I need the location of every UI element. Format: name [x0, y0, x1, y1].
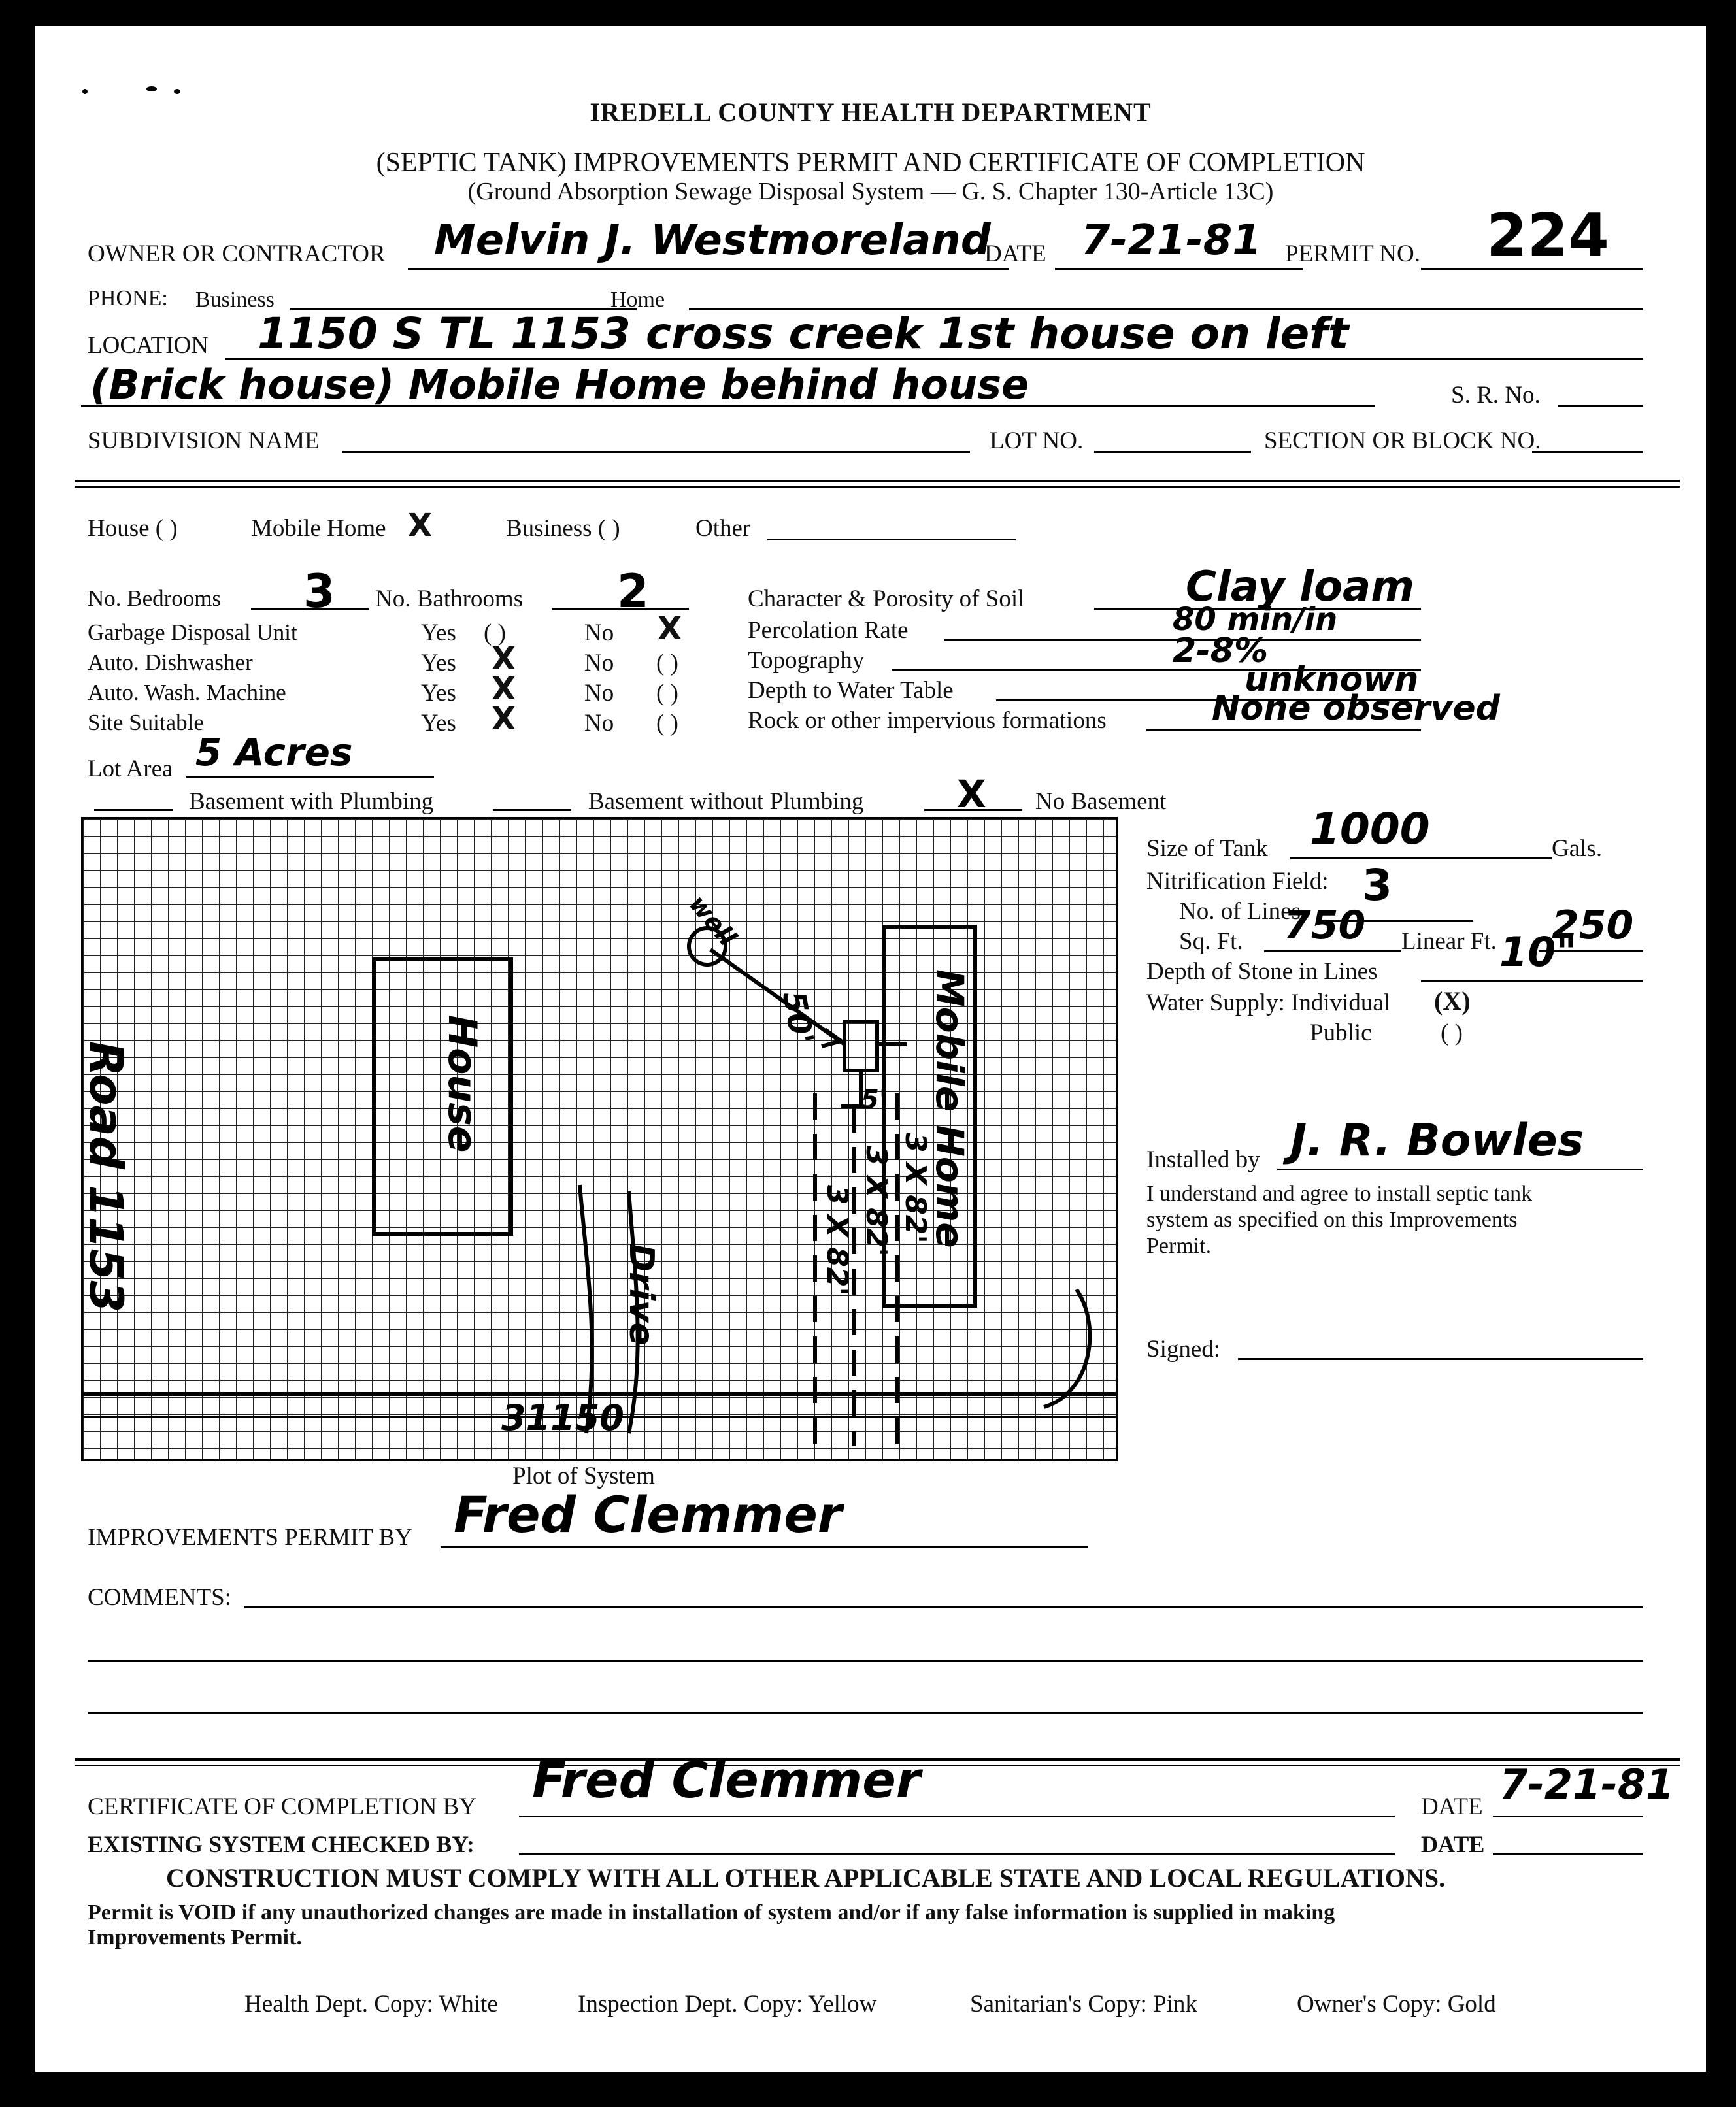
no-basement-label: No Basement	[1035, 788, 1167, 815]
other-label: Other	[695, 515, 751, 542]
dishwasher-no: No	[584, 650, 614, 676]
scan-speck	[82, 89, 88, 94]
comments-line[interactable]	[244, 1606, 1643, 1608]
water-public-label: Public	[1310, 1020, 1372, 1046]
location-line1[interactable]: 1150 S TL 1153 cross creek 1st house on left	[258, 308, 1349, 359]
certificate-date-value[interactable]: 7-21-81	[1499, 1761, 1675, 1808]
washer-label: Auto. Wash. Machine	[88, 680, 286, 705]
dishwasher-label: Auto. Dishwasher	[88, 650, 253, 675]
lot-no-label: LOT NO.	[990, 427, 1084, 454]
road-bottom-label: 31150	[501, 1397, 624, 1438]
section-divider	[75, 480, 1680, 482]
topography-label: Topography	[748, 647, 865, 674]
comments-label: COMMENTS:	[88, 1584, 231, 1611]
stone-depth-label: Depth of Stone in Lines	[1146, 958, 1378, 985]
water-public-mark[interactable]: ( )	[1441, 1020, 1463, 1046]
scan-speck	[146, 86, 157, 91]
topography-value[interactable]: 2-8%	[1173, 631, 1269, 671]
site-label: Site Suitable	[88, 710, 204, 735]
house-option[interactable]: House ( )	[88, 515, 178, 542]
bedrooms-value[interactable]: 3	[303, 565, 335, 618]
garbage-yes-box[interactable]: ( )	[484, 620, 506, 646]
agree-line-1: I understand and agree to install septic tank	[1146, 1182, 1533, 1206]
business-option[interactable]: Business ( )	[506, 515, 620, 542]
tank-size-label: Size of Tank	[1146, 835, 1268, 862]
linear-ft-label: Linear Ft.	[1401, 928, 1497, 955]
owner-value[interactable]: Melvin J. Westmoreland	[434, 216, 991, 265]
gals-label: Gals.	[1552, 835, 1603, 862]
washer-yes-check[interactable]: X	[492, 671, 516, 707]
mobile-home-check[interactable]: X	[408, 507, 433, 544]
comply-notice: CONSTRUCTION MUST COMPLY WITH ALL OTHER APPLICABLE STATE AND LOCAL REGULATIONS.	[166, 1863, 1446, 1893]
tank-size-value[interactable]: 1000	[1310, 804, 1430, 854]
certificate-value[interactable]: Fred Clemmer	[532, 1751, 921, 1809]
site-no: No	[584, 710, 614, 737]
agree-line-3: Permit.	[1146, 1234, 1212, 1258]
installed-by-value[interactable]: J. R. Bowles	[1290, 1115, 1584, 1167]
scan-speck	[174, 89, 180, 94]
section-label: SECTION OR BLOCK NO.	[1264, 427, 1541, 454]
sr-no-label: S. R. No.	[1451, 382, 1541, 408]
subdivision-label: SUBDIVISION NAME	[88, 427, 320, 454]
agree-line-2: system as specified on this Improvements	[1146, 1208, 1518, 1232]
date-label: DATE	[984, 241, 1046, 267]
lines-label: No. of Lines	[1179, 898, 1301, 925]
water-table-value[interactable]: unknown	[1244, 660, 1419, 699]
site-no-box[interactable]: ( )	[656, 710, 678, 737]
bathrooms-label: No. Bathrooms	[375, 586, 524, 612]
well-label: well	[683, 889, 743, 952]
garbage-no: No	[584, 620, 614, 646]
field-line-a-label: 3 X 82'	[820, 1185, 854, 1296]
field-line-b-label: 3 X 82'	[860, 1146, 893, 1257]
installed-by-label: Installed by	[1146, 1146, 1260, 1173]
mobile-home-option[interactable]: Mobile Home	[251, 515, 386, 542]
rock-value[interactable]: None observed	[1212, 689, 1500, 728]
permit-by-label: IMPROVEMENTS PERMIT BY	[88, 1524, 412, 1551]
comments-line[interactable]	[88, 1660, 1643, 1662]
existing-system-label: EXISTING SYSTEM CHECKED BY:	[88, 1831, 475, 1857]
septic-tank-box	[844, 1021, 877, 1070]
sqft-label: Sq. Ft.	[1179, 928, 1243, 955]
linear-ft-value[interactable]: 250	[1552, 903, 1634, 948]
location-label: LOCATION	[88, 332, 209, 359]
drive-label: Drive	[622, 1244, 661, 1346]
site-yes: Yes	[421, 710, 456, 737]
tank-distance: 5'	[861, 1085, 888, 1115]
copy-health: Health Dept. Copy: White	[244, 1991, 498, 2017]
copy-inspection: Inspection Dept. Copy: Yellow	[578, 1991, 877, 2017]
dishwasher-yes: Yes	[421, 650, 456, 676]
bedrooms-label: No. Bedrooms	[88, 586, 222, 611]
certificate-date-label: DATE	[1421, 1793, 1483, 1820]
copy-owner: Owner's Copy: Gold	[1297, 1991, 1496, 2017]
water-individual-mark[interactable]: (X)	[1434, 986, 1471, 1016]
sqft-value[interactable]: 750	[1284, 903, 1366, 948]
garbage-label: Garbage Disposal Unit	[88, 620, 297, 645]
signed-label: Signed:	[1146, 1336, 1221, 1363]
void-notice-2: Improvements Permit.	[88, 1925, 302, 1949]
owner-label: OWNER OR CONTRACTOR	[88, 241, 386, 267]
permit-no-label: PERMIT NO.	[1285, 241, 1420, 267]
section-divider	[75, 486, 1680, 488]
washer-no-box[interactable]: ( )	[656, 680, 678, 706]
no-basement-mark[interactable]: X	[957, 772, 986, 816]
phone-business-label: Business	[195, 288, 275, 312]
site-yes-check[interactable]: X	[492, 701, 516, 737]
percolation-value[interactable]: 80 min/in	[1173, 601, 1338, 638]
bathrooms-value[interactable]: 2	[617, 565, 649, 618]
date-value[interactable]: 7-21-81	[1081, 216, 1261, 265]
stone-depth-value[interactable]: 10"	[1499, 928, 1577, 976]
plot-caption: Plot of System	[512, 1463, 655, 1489]
water-supply-label: Water Supply: Individual	[1146, 989, 1391, 1016]
curved-mark	[1044, 1289, 1090, 1407]
permit-document	[35, 26, 1706, 2072]
garbage-no-check[interactable]: X	[658, 610, 682, 647]
lot-area-label: Lot Area	[88, 755, 173, 782]
garbage-yes: Yes	[421, 620, 456, 646]
existing-date-label: DATE	[1421, 1831, 1485, 1857]
copy-sanitarian: Sanitarian's Copy: Pink	[970, 1991, 1197, 2017]
dishwasher-yes-check[interactable]: X	[492, 640, 516, 677]
soil-character-label: Character & Porosity of Soil	[748, 586, 1025, 612]
well-distance: 50'	[775, 988, 821, 1048]
soil-character-value[interactable]: Clay loam	[1186, 563, 1414, 611]
basement-with-label: Basement with Plumbing	[189, 788, 434, 815]
lines-value[interactable]: 3	[1362, 860, 1392, 910]
rock-label: Rock or other impervious formations	[748, 707, 1107, 734]
nitrification-label: Nitrification Field:	[1146, 868, 1329, 895]
tank-outlet	[841, 1070, 861, 1106]
dishwasher-no-box[interactable]: ( )	[656, 650, 678, 676]
location-line2[interactable]: (Brick house) Mobile Home behind house	[90, 361, 1029, 408]
form-title: (SEPTIC TANK) IMPROVEMENTS PERMIT AND CERTIFICATE OF COMPLETION	[376, 148, 1365, 178]
department-name: IREDELL COUNTY HEALTH DEPARTMENT	[590, 97, 1152, 127]
phone-label: PHONE:	[88, 286, 168, 310]
phone-home-label: Home	[610, 288, 665, 312]
permit-no-value[interactable]: 224	[1486, 201, 1609, 270]
permit-by-value[interactable]: Fred Clemmer	[454, 1485, 843, 1544]
road-label: Road 1153	[79, 1041, 133, 1313]
void-notice-1: Permit is VOID if any unauthorized changes are made in installation of system and/or if any false information is supplied in making	[88, 1900, 1335, 1925]
percolation-label: Percolation Rate	[748, 617, 909, 644]
washer-no: No	[584, 680, 614, 706]
comments-line[interactable]	[88, 1712, 1643, 1714]
water-table-label: Depth to Water Table	[748, 677, 954, 704]
plot-grid	[81, 817, 1118, 1461]
field-line-c-label: 3 X 82'	[899, 1133, 932, 1244]
mobile-home-label: Mobile Home	[927, 969, 972, 1248]
certificate-label: CERTIFICATE OF COMPLETION BY	[88, 1793, 476, 1820]
washer-yes: Yes	[421, 680, 456, 706]
basement-without-label: Basement without Plumbing	[588, 788, 864, 815]
form-subtitle: (Ground Absorption Sewage Disposal System — G. S. Chapter 130-Article 13C)	[467, 178, 1274, 205]
lot-area-value[interactable]: 5 Acres	[195, 730, 353, 774]
house-label: House	[439, 1015, 485, 1153]
